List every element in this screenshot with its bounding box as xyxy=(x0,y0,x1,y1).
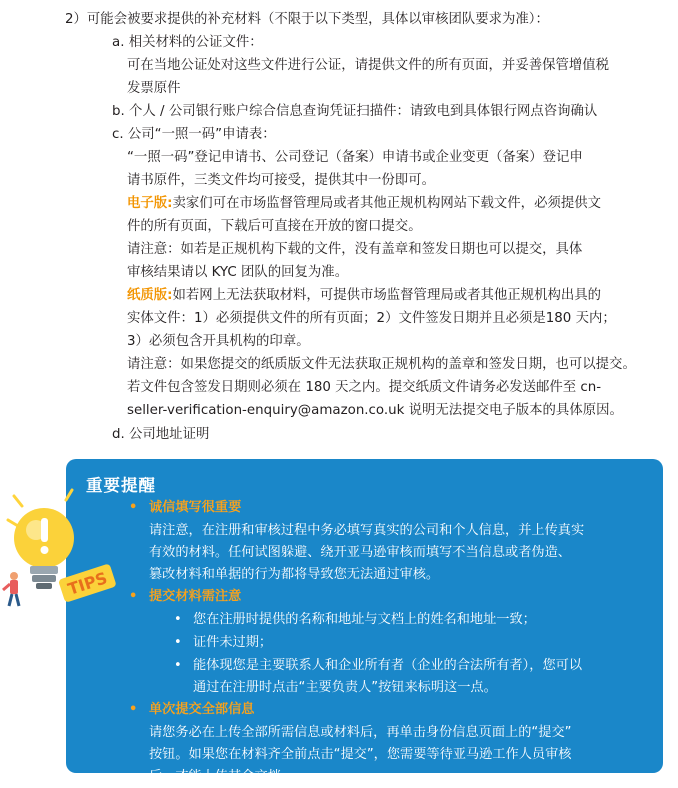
tip-sub-item: 您在注册时提供的名称和地址与文档上的姓名和地址一致； xyxy=(193,612,536,627)
electronic-line xyxy=(127,193,601,215)
electronic-note: 请注意：如若是正规机构下载的文件，没有盖章和签发日期也可以提交，具体 xyxy=(127,242,583,257)
sub-bullet-dot: • xyxy=(174,612,182,627)
item-c-line: “一照一码”登记申请书、公司登记（备案）申请书或企业变更（备案）登记申 xyxy=(127,150,583,165)
tip-heading-integrity: 诚信填写很重要 xyxy=(149,500,242,515)
lightbulb-tips-illustration xyxy=(0,488,150,638)
paper-line: 3）必须包含开具机构的印章。 xyxy=(127,334,310,349)
paper-note: seller-verification-enquiry@amazon.co.uk 说明无法提交电子版本的具体原因。 xyxy=(127,403,623,418)
item-c-line: 请书原件，三类文件均可接受，提供其中一份即可。 xyxy=(127,173,435,188)
bullet-dot: • xyxy=(129,500,138,515)
paper-line xyxy=(127,285,601,307)
tips-panel xyxy=(66,459,663,784)
bullet-dot: • xyxy=(129,589,138,604)
electronic-line: 件的所有页面，下载后可直接在开放的窗口提交。 xyxy=(127,219,422,234)
electronic-text: 卖家们可在市场监督管理局或者其他正规机构网站下载文件，必须提供文 xyxy=(172,196,602,211)
tip-text: 有效的材料。任何试图躲避、绕开亚马逊审核而填写不当信息或者伪造、 xyxy=(149,545,571,560)
tip-sub-item: 能体现您是主要联系人和企业所有者（企业的合法所有者），您可以 xyxy=(193,658,583,673)
item-d: d. 公司地址证明 xyxy=(112,427,210,442)
sub-bullet-dot: • xyxy=(174,658,182,673)
tips-badge-text: TIPS xyxy=(65,568,110,599)
paper-line: 实体文件：1）必须提供文件的所有页面；2）文件签发日期并且必须是180 天内； xyxy=(127,311,616,326)
item-b: b. 个人 / 公司银行账户综合信息查询凭证扫描件：请致电到具体银行网点咨询确认 xyxy=(112,104,598,119)
paper-label: 纸质版: xyxy=(127,288,173,303)
sub-bullet-dot: • xyxy=(174,635,182,650)
tip-heading-single-submission: 单次提交全部信息 xyxy=(149,702,255,717)
paper-text: 如若网上无法获取材料，可提供市场监督管理局或者其他正规机构出具的 xyxy=(172,288,602,303)
bullet-dot: • xyxy=(129,702,138,717)
paper-note: 若文件包含签发日期则必须在 180 天之内。提交纸质文件请务必发送邮件至 cn- xyxy=(127,380,602,395)
tip-text: 按钮。如果您在材料齐全前点击“提交”，您需要等待亚马逊工作人员审核 xyxy=(149,747,572,762)
item-a-line: 发票原件 xyxy=(127,81,181,96)
tip-sub-item: 通过在注册时点击“主要负责人”按钮来标明这一点。 xyxy=(193,680,497,695)
tip-text: 请您务必在上传全部所需信息或材料后，再单击身份信息页面上的“提交” xyxy=(149,725,572,740)
electronic-note: 审核结果请以 KYC 团队的回复为准。 xyxy=(127,265,349,280)
tip-sub-item: 证件未过期； xyxy=(193,635,273,650)
tip-heading-materials: 提交材料需注意 xyxy=(149,589,242,604)
tip-text: 后，才能上传其余文档。 xyxy=(149,769,295,784)
tip-text: 请注意，在注册和审核过程中务必填写真实的公司和个人信息，并上传真实 xyxy=(149,523,585,538)
paper-note: 请注意：如果您提交的纸质版文件无法获取正规机构的盖章和签发日期，也可以提交。 xyxy=(127,357,636,372)
tip-text: 篡改材料和单据的行为都将导致您无法通过审核。 xyxy=(149,567,440,582)
section-heading: 2）可能会被要求提供的补充材料（不限于以下类型，具体以审核团队要求为准）： xyxy=(65,12,549,27)
electronic-label: 电子版: xyxy=(127,196,173,211)
item-a-line: 可在当地公证处对这些文件进行公证，请提供文件的所有页面，并妥善保管增值税 xyxy=(127,58,610,73)
tips-title: 重要提醒 xyxy=(86,476,156,495)
tips-badge-icon xyxy=(58,563,117,603)
item-a-label: a. 相关材料的公证文件： xyxy=(112,35,263,50)
person-figure-icon xyxy=(3,572,19,606)
item-c-label: c. 公司“一照一码”申请表： xyxy=(112,127,276,142)
